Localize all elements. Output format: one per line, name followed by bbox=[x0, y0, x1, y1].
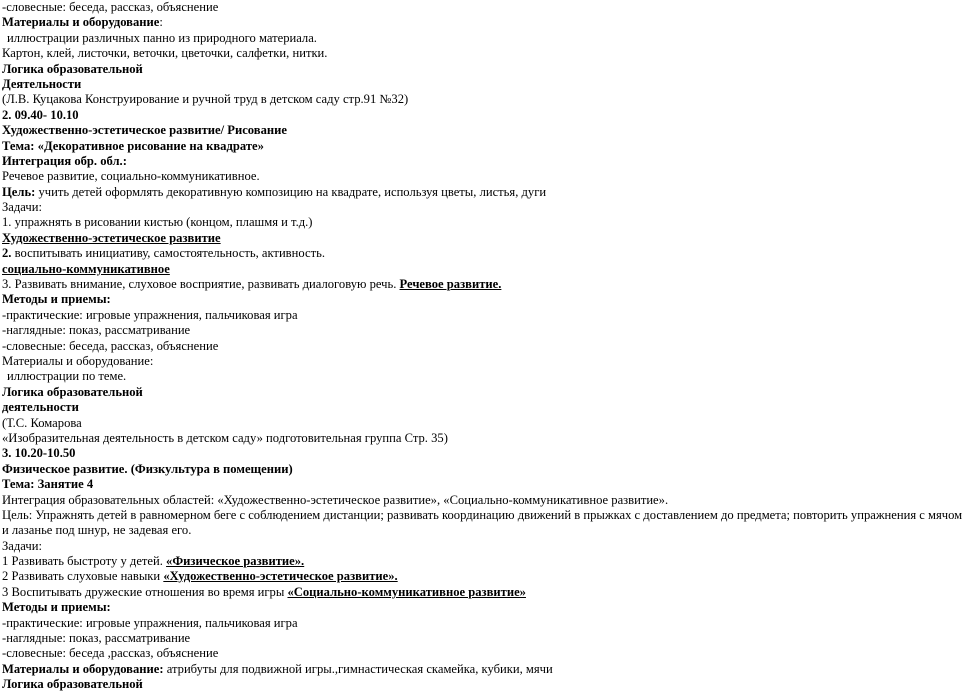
text-line bbox=[2, 677, 816, 692]
text-run: 1. упражнять в рисовании кистью (концом, плашмя и т.д.) bbox=[2, 215, 313, 230]
text-line bbox=[2, 477, 816, 492]
text-line bbox=[2, 292, 816, 307]
text-run: -практические: игровые упражнения, пальчиковая игра bbox=[2, 615, 298, 630]
bold-text-run: 2. bbox=[2, 246, 12, 261]
text-run: Цель: Упражнять детей в равномерном беге с соблюдением дистанции; развивать координацию движений в прыжках с доставлением до предмета; повторить упражнения с мячом bbox=[2, 507, 962, 522]
text-line bbox=[2, 431, 816, 446]
text-run: иллюстрации различных панно из природного материала. bbox=[7, 30, 317, 45]
text-line bbox=[2, 246, 816, 261]
text-line bbox=[2, 231, 816, 246]
text-line bbox=[2, 31, 816, 46]
text-line bbox=[2, 569, 816, 584]
text-run: «Изобразительная деятельность в детском саду» подготовительная группа Стр. 35) bbox=[2, 430, 448, 445]
text-run: Речевое развитие, социально-коммуникативное. bbox=[2, 169, 260, 184]
text-line bbox=[2, 385, 816, 400]
text-line bbox=[2, 616, 816, 631]
text-run: Интеграция образовательных областей: «Художественно-эстетическое развитие», «Социально-коммуникативное развитие». bbox=[2, 492, 669, 507]
underlined-text-run: Художественно-эстетическое развитие bbox=[2, 230, 221, 245]
bold-text-run: Логика образовательной bbox=[2, 677, 143, 692]
text-line bbox=[2, 462, 816, 477]
bold-text-run: Художественно-эстетическое развитие/ Рисование bbox=[2, 123, 287, 138]
text-line bbox=[2, 62, 816, 77]
text-run: иллюстрации по теме. bbox=[7, 369, 127, 384]
text-line bbox=[2, 323, 816, 338]
text-run: Задачи: bbox=[2, 200, 42, 215]
text-line bbox=[2, 554, 816, 569]
underlined-text-run: «Художественно-эстетическое развитие». bbox=[163, 569, 398, 584]
text-run: и лазанье под шнур, не задевая его. bbox=[2, 523, 192, 538]
text-line bbox=[2, 416, 816, 431]
text-run: : bbox=[159, 15, 163, 30]
bold-text-run: Методы и приемы: bbox=[2, 292, 111, 307]
bold-text-run: Тема: Занятие 4 bbox=[2, 477, 94, 492]
text-line bbox=[2, 646, 816, 661]
underlined-text-run: Речевое развитие. bbox=[399, 277, 502, 292]
bold-text-run: деятельности bbox=[2, 400, 79, 415]
text-run: учить детей оформлять декоративную композицию на квадрате, используя цветы, листья, дуги bbox=[35, 184, 547, 199]
text-line bbox=[2, 200, 816, 215]
bold-text-run: Логика образовательной bbox=[2, 61, 143, 76]
text-run: -наглядные: показ, рассматривание bbox=[2, 323, 191, 338]
text-run: -наглядные: показ, рассматривание bbox=[2, 631, 191, 646]
text-line bbox=[2, 0, 816, 15]
text-run: -словесные: беседа, рассказ, объяснение bbox=[2, 338, 219, 353]
bold-text-run: Цель: bbox=[2, 184, 36, 199]
text-line bbox=[2, 446, 816, 461]
text-line bbox=[2, 493, 816, 508]
text-run: (Л.В. Куцакова Конструирование и ручной труд в детском саду стр.91 №32) bbox=[2, 92, 409, 107]
text-line bbox=[2, 169, 816, 184]
text-line bbox=[2, 354, 816, 369]
text-line bbox=[2, 215, 816, 230]
text-run: Материалы и оборудование: bbox=[2, 353, 154, 368]
text-line bbox=[2, 631, 816, 646]
text-line bbox=[2, 600, 816, 615]
text-line bbox=[2, 15, 816, 30]
text-line bbox=[2, 185, 816, 200]
text-run: Картон, клей, листочки, веточки, цветочки, салфетки, нитки. bbox=[2, 46, 328, 61]
text-line bbox=[2, 123, 816, 138]
underlined-text-run: социально-коммуникативное bbox=[2, 261, 170, 276]
text-run: 3. Развивать внимание, слуховое восприятие, развивать диалоговую речь. bbox=[2, 277, 400, 292]
bold-text-run: Логика образовательной bbox=[2, 384, 143, 399]
bold-text-run: Интеграция обр. обл.: bbox=[2, 153, 127, 168]
text-line bbox=[2, 139, 816, 154]
text-line bbox=[2, 369, 816, 384]
text-line bbox=[2, 262, 816, 277]
text-run: -словесные: беседа ,рассказ, объяснение bbox=[2, 646, 219, 661]
text-run: атрибуты для подвижной игры.,гимнастическая скамейка, кубики, мячи bbox=[163, 661, 553, 676]
text-line bbox=[2, 108, 816, 123]
bold-text-run: 3. 10.20-10.50 bbox=[2, 446, 76, 461]
text-line bbox=[2, 92, 816, 107]
text-line bbox=[2, 523, 816, 538]
underlined-text-run: «Физическое развитие». bbox=[166, 554, 305, 569]
bold-text-run: Тема: «Декоративное рисование на квадрате» bbox=[2, 138, 264, 153]
text-line bbox=[2, 585, 816, 600]
underlined-text-run: «Социально-коммуникативное развитие» bbox=[287, 584, 526, 599]
text-line bbox=[2, 507, 962, 523]
text-run: воспитывать инициативу, самостоятельность, активность. bbox=[11, 246, 325, 261]
bold-text-run: Деятельности bbox=[2, 76, 82, 91]
text-line bbox=[2, 308, 816, 323]
text-line bbox=[2, 77, 816, 92]
text-line bbox=[2, 154, 816, 169]
text-run: -практические: игровые упражнения, пальчиковая игра bbox=[2, 307, 298, 322]
text-line bbox=[2, 400, 816, 415]
bold-text-run: Материалы и оборудование: bbox=[2, 661, 164, 676]
text-run: Задачи: bbox=[2, 538, 42, 553]
text-run: (Т.С. Комарова bbox=[2, 415, 82, 430]
text-line bbox=[2, 539, 816, 554]
text-run: 3 Воспитывать дружеские отношения во время игры bbox=[2, 584, 288, 599]
text-run: 2 Развивать слуховые навыки bbox=[2, 569, 164, 584]
text-line bbox=[2, 46, 816, 61]
bold-text-run: 2. 09.40- 10.10 bbox=[2, 107, 79, 122]
text-line bbox=[2, 662, 816, 677]
text-run: 1 Развивать быстроту у детей. bbox=[2, 554, 167, 569]
text-line bbox=[2, 339, 816, 354]
text-run: -словесные: беседа, рассказ, объяснение bbox=[2, 0, 219, 14]
bold-text-run: Материалы и оборудование bbox=[2, 15, 160, 30]
bold-text-run: Физическое развитие. (Физкультура в помещении) bbox=[2, 461, 293, 476]
bold-text-run: Методы и приемы: bbox=[2, 600, 111, 615]
text-line bbox=[2, 277, 816, 292]
